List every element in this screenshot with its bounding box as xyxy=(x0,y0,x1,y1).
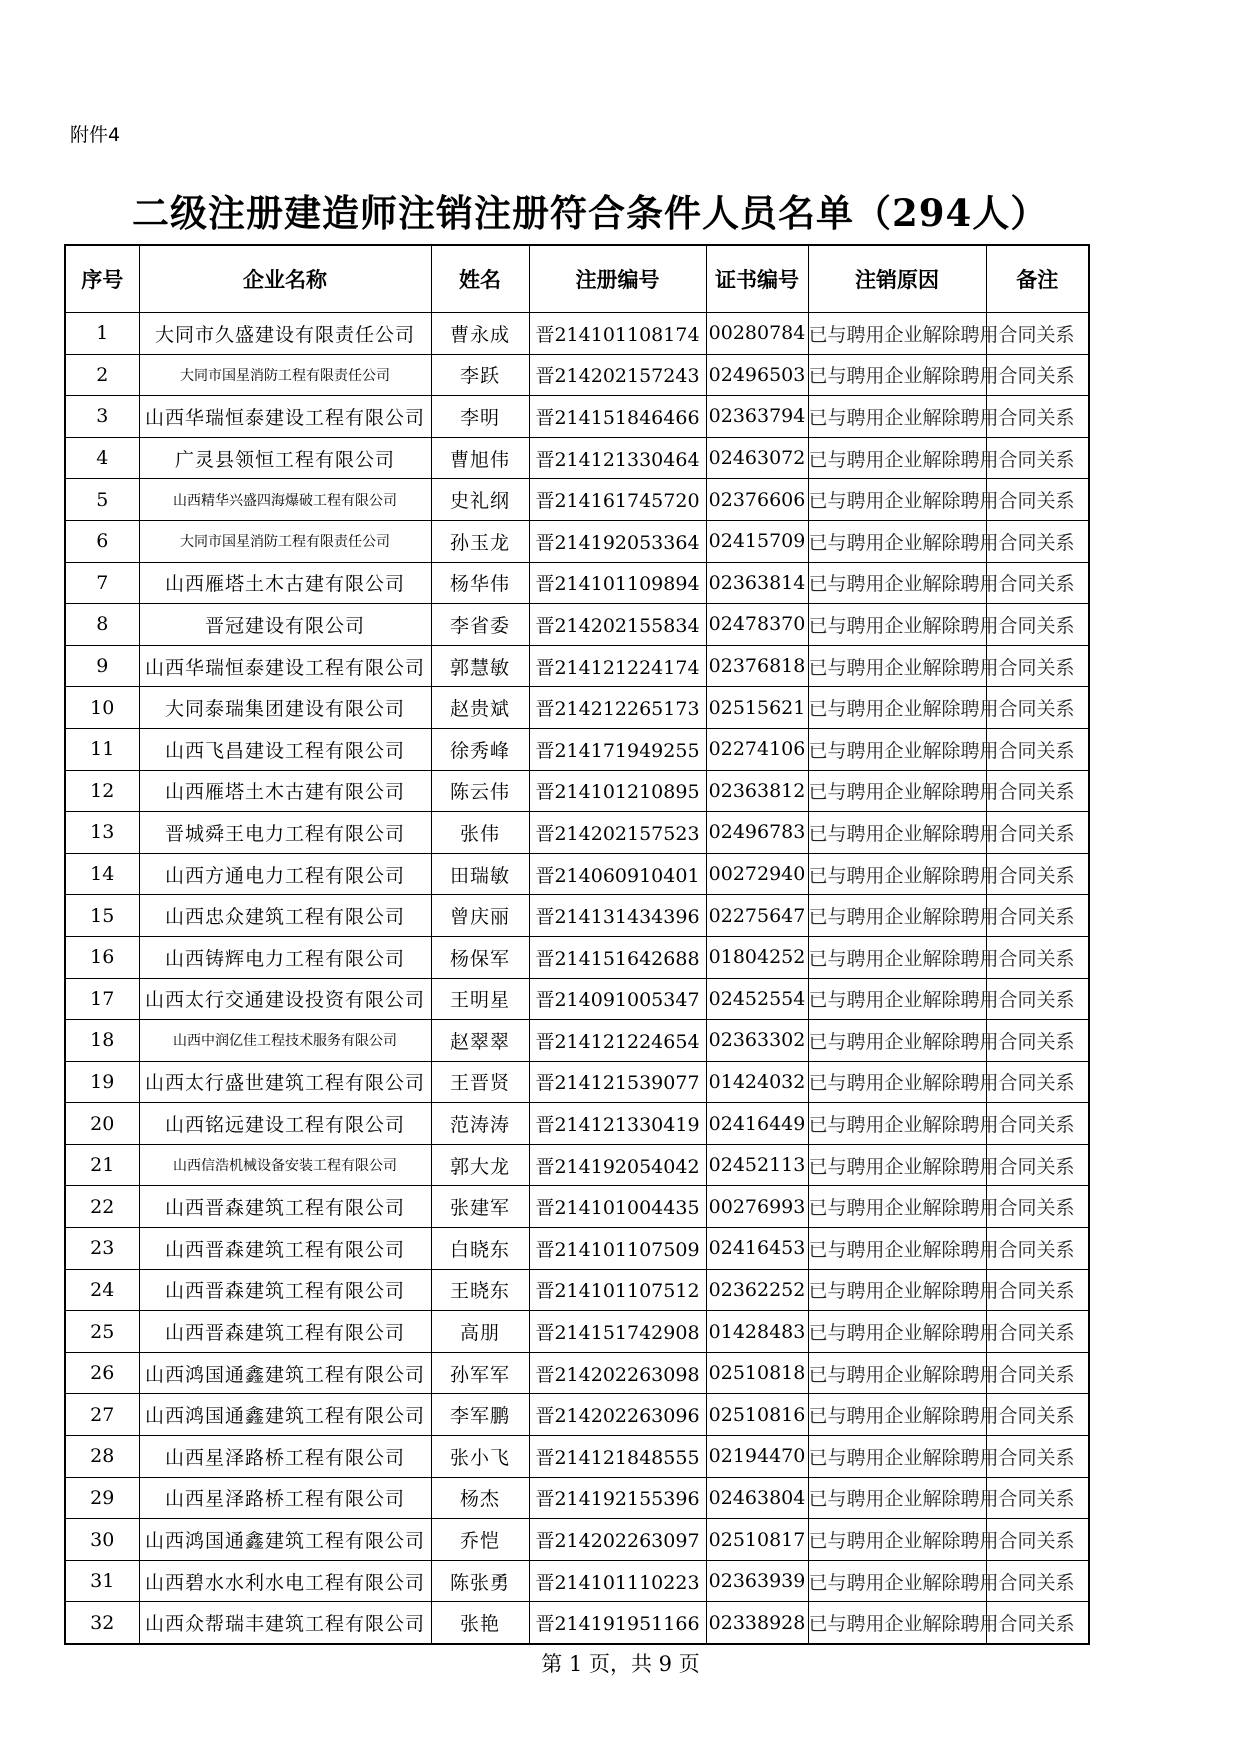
row-index: 17 xyxy=(65,978,139,1020)
company-name: 山西飞昌建设工程有限公司 xyxy=(139,728,431,770)
table-row xyxy=(65,853,1089,895)
certificate-number: 02452554 xyxy=(706,978,808,1020)
table-row xyxy=(65,1186,1089,1228)
certificate-number: 02363302 xyxy=(706,1020,808,1062)
row-index: 28 xyxy=(65,1436,139,1478)
cancel-reason: 已与聘用企业解除聘用合同关系 xyxy=(808,1394,986,1436)
person-name: 曾庆丽 xyxy=(431,895,529,937)
cancel-reason: 已与聘用企业解除聘用合同关系 xyxy=(808,1228,986,1270)
registration-number: 晋214202263097 xyxy=(529,1519,706,1561)
cancel-reason: 已与聘用企业解除聘用合同关系 xyxy=(808,1477,986,1519)
company-name: 大同市国星消防工程有限责任公司 xyxy=(139,354,431,396)
certificate-number: 02274106 xyxy=(706,728,808,770)
cancel-reason: 已与聘用企业解除聘用合同关系 xyxy=(808,1061,986,1103)
person-name: 陈张勇 xyxy=(431,1560,529,1602)
company-name: 山西太行盛世建筑工程有限公司 xyxy=(139,1061,431,1103)
certificate-number: 02510818 xyxy=(706,1352,808,1394)
company-name: 山西忠众建筑工程有限公司 xyxy=(139,895,431,937)
certificate-number: 02194470 xyxy=(706,1436,808,1478)
registration-number: 晋214101210895 xyxy=(529,770,706,812)
table-row xyxy=(65,1144,1089,1186)
registration-number: 晋214091005347 xyxy=(529,978,706,1020)
certificate-number: 02478370 xyxy=(706,604,808,646)
certificate-number: 02363939 xyxy=(706,1560,808,1602)
row-index: 14 xyxy=(65,853,139,895)
company-name: 山西星泽路桥工程有限公司 xyxy=(139,1477,431,1519)
row-index: 13 xyxy=(65,812,139,854)
table-row xyxy=(65,687,1089,729)
registration-number: 晋214101004435 xyxy=(529,1186,706,1228)
company-name: 大同市国星消防工程有限责任公司 xyxy=(139,520,431,562)
certificate-number: 02416449 xyxy=(706,1103,808,1145)
cancel-reason: 已与聘用企业解除聘用合同关系 xyxy=(808,437,986,479)
registration-number: 晋214192053364 xyxy=(529,520,706,562)
registration-number: 晋214101109894 xyxy=(529,562,706,604)
certificate-number: 00272940 xyxy=(706,853,808,895)
company-name: 山西碧水水利水电工程有限公司 xyxy=(139,1560,431,1602)
registration-number: 晋214101110223 xyxy=(529,1560,706,1602)
company-name: 山西星泽路桥工程有限公司 xyxy=(139,1436,431,1478)
company-name: 山西华瑞恒泰建设工程有限公司 xyxy=(139,396,431,438)
table-row xyxy=(65,562,1089,604)
table-row xyxy=(65,1228,1089,1270)
row-index: 6 xyxy=(65,520,139,562)
table-row xyxy=(65,1103,1089,1145)
certificate-number: 02338928 xyxy=(706,1602,808,1644)
person-name: 白晓东 xyxy=(431,1228,529,1270)
certificate-number: 02416453 xyxy=(706,1228,808,1270)
certificate-number: 01804252 xyxy=(706,936,808,978)
registration-number: 晋214060910401 xyxy=(529,853,706,895)
cancel-reason: 已与聘用企业解除聘用合同关系 xyxy=(808,562,986,604)
company-name: 山西众帮瑞丰建筑工程有限公司 xyxy=(139,1602,431,1644)
company-name: 山西方通电力工程有限公司 xyxy=(139,853,431,895)
table-row xyxy=(65,728,1089,770)
certificate-number: 02275647 xyxy=(706,895,808,937)
person-name: 陈云伟 xyxy=(431,770,529,812)
registration-number: 晋214121330464 xyxy=(529,437,706,479)
person-name: 曹永成 xyxy=(431,313,529,355)
registration-number: 晋214212265173 xyxy=(529,687,706,729)
header-name: 姓名 xyxy=(431,245,529,313)
certificate-number: 02363812 xyxy=(706,770,808,812)
registration-number: 晋214121224174 xyxy=(529,645,706,687)
person-name: 王明星 xyxy=(431,978,529,1020)
certificate-number: 02363794 xyxy=(706,396,808,438)
company-name: 山西鸿国通鑫建筑工程有限公司 xyxy=(139,1519,431,1561)
person-name: 李明 xyxy=(431,396,529,438)
cancel-reason: 已与聘用企业解除聘用合同关系 xyxy=(808,1560,986,1602)
table-row xyxy=(65,1311,1089,1353)
person-name: 曹旭伟 xyxy=(431,437,529,479)
certificate-number: 01424032 xyxy=(706,1061,808,1103)
cancel-reason: 已与聘用企业解除聘用合同关系 xyxy=(808,1602,986,1644)
certificate-number: 00276993 xyxy=(706,1186,808,1228)
row-index: 24 xyxy=(65,1269,139,1311)
person-name: 郭慧敏 xyxy=(431,645,529,687)
row-index: 27 xyxy=(65,1394,139,1436)
cancel-reason: 已与聘用企业解除聘用合同关系 xyxy=(808,396,986,438)
registration-number: 晋214121539077 xyxy=(529,1061,706,1103)
company-name: 晋城舜王电力工程有限公司 xyxy=(139,812,431,854)
registration-number: 晋214101107509 xyxy=(529,1228,706,1270)
row-index: 23 xyxy=(65,1228,139,1270)
person-name: 杨杰 xyxy=(431,1477,529,1519)
certificate-number: 02452113 xyxy=(706,1144,808,1186)
registration-number: 晋214121330419 xyxy=(529,1103,706,1145)
company-name: 山西雁塔土木古建有限公司 xyxy=(139,770,431,812)
attachment-label: 附件4 xyxy=(70,124,121,146)
person-name: 张伟 xyxy=(431,812,529,854)
registration-number: 晋214202263098 xyxy=(529,1352,706,1394)
registration-number: 晋214202263096 xyxy=(529,1394,706,1436)
header-remarks: 备注 xyxy=(986,245,1089,313)
cancel-reason: 已与聘用企业解除聘用合同关系 xyxy=(808,1103,986,1145)
table-header-row xyxy=(65,245,1089,313)
company-name: 晋冠建设有限公司 xyxy=(139,604,431,646)
company-name: 山西铭远建设工程有限公司 xyxy=(139,1103,431,1145)
registration-number: 晋214202155834 xyxy=(529,604,706,646)
header-registration-no: 注册编号 xyxy=(529,245,706,313)
roster-table xyxy=(64,244,1090,1645)
table-row xyxy=(65,396,1089,438)
person-name: 张小飞 xyxy=(431,1436,529,1478)
table-row xyxy=(65,437,1089,479)
table-row xyxy=(65,1352,1089,1394)
table-row xyxy=(65,1394,1089,1436)
cancel-reason: 已与聘用企业解除聘用合同关系 xyxy=(808,770,986,812)
row-index: 2 xyxy=(65,354,139,396)
cancel-reason: 已与聘用企业解除聘用合同关系 xyxy=(808,1269,986,1311)
person-name: 王晓东 xyxy=(431,1269,529,1311)
table-row xyxy=(65,313,1089,355)
cancel-reason: 已与聘用企业解除聘用合同关系 xyxy=(808,895,986,937)
registration-number: 晋214171949255 xyxy=(529,728,706,770)
company-name: 大同市久盛建设有限责任公司 xyxy=(139,313,431,355)
person-name: 孙玉龙 xyxy=(431,520,529,562)
registration-number: 晋214202157243 xyxy=(529,354,706,396)
cancel-reason: 已与聘用企业解除聘用合同关系 xyxy=(808,1352,986,1394)
table-row xyxy=(65,354,1089,396)
table-row xyxy=(65,1061,1089,1103)
table-row xyxy=(65,520,1089,562)
certificate-number: 02510816 xyxy=(706,1394,808,1436)
company-name: 山西铸辉电力工程有限公司 xyxy=(139,936,431,978)
registration-number: 晋214161745720 xyxy=(529,479,706,521)
cancel-reason: 已与聘用企业解除聘用合同关系 xyxy=(808,1436,986,1478)
person-name: 张建军 xyxy=(431,1186,529,1228)
person-name: 田瑞敏 xyxy=(431,853,529,895)
person-name: 孙军军 xyxy=(431,1352,529,1394)
row-index: 32 xyxy=(65,1602,139,1644)
company-name: 广灵县领恒工程有限公司 xyxy=(139,437,431,479)
cancel-reason: 已与聘用企业解除聘用合同关系 xyxy=(808,978,986,1020)
company-name: 大同泰瑞集团建设有限公司 xyxy=(139,687,431,729)
cancel-reason: 已与聘用企业解除聘用合同关系 xyxy=(808,604,986,646)
company-name: 山西晋森建筑工程有限公司 xyxy=(139,1311,431,1353)
person-name: 李省委 xyxy=(431,604,529,646)
person-name: 郭大龙 xyxy=(431,1144,529,1186)
certificate-number: 02363814 xyxy=(706,562,808,604)
person-name: 杨保军 xyxy=(431,936,529,978)
person-name: 徐秀峰 xyxy=(431,728,529,770)
table-row xyxy=(65,770,1089,812)
person-name: 乔恺 xyxy=(431,1519,529,1561)
certificate-number: 01428483 xyxy=(706,1311,808,1353)
registration-number: 晋214101108174 xyxy=(529,313,706,355)
table-row xyxy=(65,1269,1089,1311)
row-index: 4 xyxy=(65,437,139,479)
person-name: 张艳 xyxy=(431,1602,529,1644)
row-index: 8 xyxy=(65,604,139,646)
row-index: 10 xyxy=(65,687,139,729)
table-row xyxy=(65,1602,1089,1644)
cancel-reason: 已与聘用企业解除聘用合同关系 xyxy=(808,936,986,978)
person-name: 王晋贤 xyxy=(431,1061,529,1103)
company-name: 山西晋森建筑工程有限公司 xyxy=(139,1269,431,1311)
certificate-number: 02362252 xyxy=(706,1269,808,1311)
company-name: 山西太行交通建设投资有限公司 xyxy=(139,978,431,1020)
row-index: 12 xyxy=(65,770,139,812)
table-row xyxy=(65,978,1089,1020)
header-company: 企业名称 xyxy=(139,245,431,313)
row-index: 31 xyxy=(65,1560,139,1602)
row-index: 18 xyxy=(65,1020,139,1062)
row-index: 21 xyxy=(65,1144,139,1186)
table-row xyxy=(65,645,1089,687)
cancel-reason: 已与聘用企业解除聘用合同关系 xyxy=(808,1311,986,1353)
row-index: 5 xyxy=(65,479,139,521)
cancel-reason: 已与聘用企业解除聘用合同关系 xyxy=(808,479,986,521)
registration-number: 晋214151846466 xyxy=(529,396,706,438)
cancel-reason: 已与聘用企业解除聘用合同关系 xyxy=(808,1519,986,1561)
cancel-reason: 已与聘用企业解除聘用合同关系 xyxy=(808,354,986,396)
company-name: 山西晋森建筑工程有限公司 xyxy=(139,1186,431,1228)
row-index: 16 xyxy=(65,936,139,978)
registration-number: 晋214121224654 xyxy=(529,1020,706,1062)
registration-number: 晋214151742908 xyxy=(529,1311,706,1353)
row-index: 3 xyxy=(65,396,139,438)
row-index: 9 xyxy=(65,645,139,687)
certificate-number: 02376606 xyxy=(706,479,808,521)
person-name: 范涛涛 xyxy=(431,1103,529,1145)
cancel-reason: 已与聘用企业解除聘用合同关系 xyxy=(808,728,986,770)
table-row xyxy=(65,936,1089,978)
header-index: 序号 xyxy=(65,245,139,313)
row-index: 22 xyxy=(65,1186,139,1228)
company-name: 山西晋森建筑工程有限公司 xyxy=(139,1228,431,1270)
table-row xyxy=(65,1477,1089,1519)
row-index: 1 xyxy=(65,313,139,355)
table-row xyxy=(65,812,1089,854)
company-name: 山西精华兴盛四海爆破工程有限公司 xyxy=(139,479,431,521)
registration-number: 晋214192054042 xyxy=(529,1144,706,1186)
registration-number: 晋214191951166 xyxy=(529,1602,706,1644)
row-index: 30 xyxy=(65,1519,139,1561)
person-name: 史礼纲 xyxy=(431,479,529,521)
row-index: 29 xyxy=(65,1477,139,1519)
person-name: 李跃 xyxy=(431,354,529,396)
cancel-reason: 已与聘用企业解除聘用合同关系 xyxy=(808,687,986,729)
certificate-number: 02415709 xyxy=(706,520,808,562)
certificate-number: 02376818 xyxy=(706,645,808,687)
table-row xyxy=(65,604,1089,646)
company-name: 山西信浩机械设备安装工程有限公司 xyxy=(139,1144,431,1186)
row-index: 20 xyxy=(65,1103,139,1145)
table-row xyxy=(65,1560,1089,1602)
table-row xyxy=(65,1020,1089,1062)
header-certificate-no: 证书编号 xyxy=(706,245,808,313)
certificate-number: 02496783 xyxy=(706,812,808,854)
table-row xyxy=(65,895,1089,937)
person-name: 李军鹏 xyxy=(431,1394,529,1436)
certificate-number: 02463804 xyxy=(706,1477,808,1519)
company-name: 山西雁塔土木古建有限公司 xyxy=(139,562,431,604)
person-name: 赵贵斌 xyxy=(431,687,529,729)
table-row xyxy=(65,1436,1089,1478)
registration-number: 晋214131434396 xyxy=(529,895,706,937)
person-name: 高朋 xyxy=(431,1311,529,1353)
row-index: 15 xyxy=(65,895,139,937)
registration-number: 晋214151642688 xyxy=(529,936,706,978)
row-index: 25 xyxy=(65,1311,139,1353)
row-index: 26 xyxy=(65,1352,139,1394)
company-name: 山西鸿国通鑫建筑工程有限公司 xyxy=(139,1352,431,1394)
certificate-number: 02510817 xyxy=(706,1519,808,1561)
cancel-reason: 已与聘用企业解除聘用合同关系 xyxy=(808,313,986,355)
row-index: 19 xyxy=(65,1061,139,1103)
cancel-reason: 已与聘用企业解除聘用合同关系 xyxy=(808,1186,986,1228)
certificate-number: 02515621 xyxy=(706,687,808,729)
document-title: 二级注册建造师注销注册符合条件人员名单（294人） xyxy=(132,191,1049,235)
registration-number: 晋214202157523 xyxy=(529,812,706,854)
company-name: 山西华瑞恒泰建设工程有限公司 xyxy=(139,645,431,687)
row-index: 7 xyxy=(65,562,139,604)
cancel-reason: 已与聘用企业解除聘用合同关系 xyxy=(808,520,986,562)
company-name: 山西中润亿佳工程技术服务有限公司 xyxy=(139,1020,431,1062)
company-name: 山西鸿国通鑫建筑工程有限公司 xyxy=(139,1394,431,1436)
certificate-number: 02463072 xyxy=(706,437,808,479)
registration-number: 晋214121848555 xyxy=(529,1436,706,1478)
person-name: 杨华伟 xyxy=(431,562,529,604)
table-row xyxy=(65,479,1089,521)
cancel-reason: 已与聘用企业解除聘用合同关系 xyxy=(808,1020,986,1062)
cancel-reason: 已与聘用企业解除聘用合同关系 xyxy=(808,853,986,895)
certificate-number: 02496503 xyxy=(706,354,808,396)
header-reason: 注销原因 xyxy=(808,245,986,313)
cancel-reason: 已与聘用企业解除聘用合同关系 xyxy=(808,645,986,687)
certificate-number: 00280784 xyxy=(706,313,808,355)
row-index: 11 xyxy=(65,728,139,770)
registration-number: 晋214101107512 xyxy=(529,1269,706,1311)
table-row xyxy=(65,1519,1089,1561)
cancel-reason: 已与聘用企业解除聘用合同关系 xyxy=(808,1144,986,1186)
page-footer: 第 1 页，共 9 页 xyxy=(541,1652,700,1676)
cancel-reason: 已与聘用企业解除聘用合同关系 xyxy=(808,812,986,854)
person-name: 赵翠翠 xyxy=(431,1020,529,1062)
registration-number: 晋214192155396 xyxy=(529,1477,706,1519)
